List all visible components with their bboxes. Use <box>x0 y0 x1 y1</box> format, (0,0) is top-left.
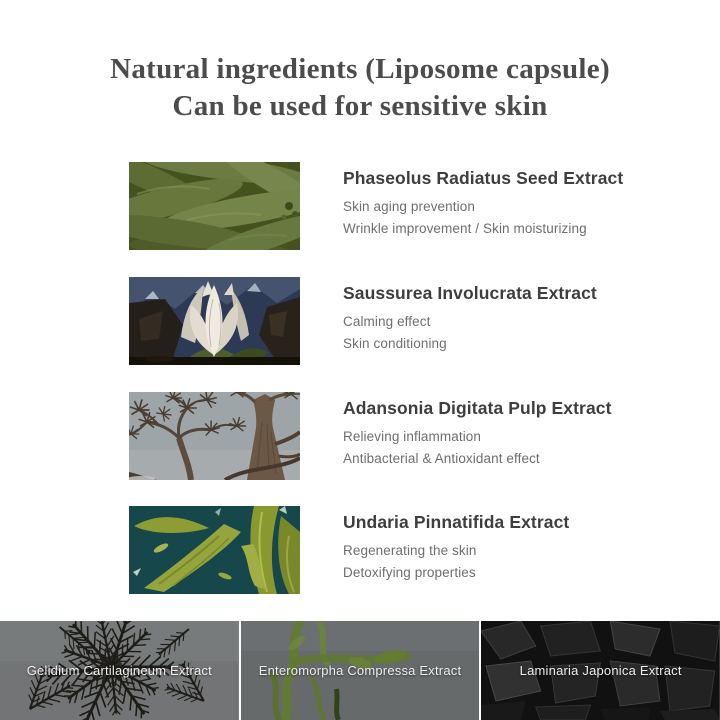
ingredient-info <box>343 397 691 469</box>
footer-extract-strip <box>0 621 720 720</box>
ingredient-row <box>129 162 691 250</box>
snow-lotus-flower-image <box>129 277 300 365</box>
page-title <box>0 51 720 125</box>
ingredient-row <box>129 506 691 594</box>
ingredient-row <box>129 392 691 480</box>
title-line-1: Natural ingredients (Liposome capsule) <box>110 53 610 85</box>
ingredient-effect: Regenerating the skin <box>343 543 477 558</box>
ingredient-effect: Antibacterial & Antioxidant effect <box>343 450 540 466</box>
footer-panel <box>241 621 480 720</box>
footer-panel <box>481 621 720 720</box>
footer-extract-label: Gelidium Cartilagineum Extract <box>26 663 212 678</box>
footer-extract-label: Laminaria Japonica Extract <box>519 663 682 678</box>
ingredient-name: Saussurea Involucrata Extract <box>343 283 597 303</box>
ingredient-effect: Calming effect <box>343 314 431 329</box>
ingredient-info <box>343 167 691 239</box>
ingredient-effect: Relieving inflammation <box>343 429 482 444</box>
baobab-trees-image <box>129 392 300 480</box>
ingredient-info <box>343 282 691 354</box>
ingredient-effect: Skin conditioning <box>343 335 447 351</box>
title-line-2: Can be used for sensitive skin <box>172 90 548 122</box>
footer-extract-label: Enteromorpha Compressa Extract <box>258 663 462 678</box>
mung-bean-pods-image <box>129 162 300 250</box>
ingredient-name: Undaria Pinnatifida Extract <box>343 512 570 532</box>
ingredient-name: Phaseolus Radiatus Seed Extract <box>343 168 624 188</box>
ingredient-effect: Detoxifying properties <box>343 564 476 580</box>
ingredient-effect: Skin aging prevention <box>343 199 475 214</box>
wakame-seaweed-image <box>129 506 300 594</box>
ingredient-effect: Wrinkle improvement / Skin moisturizing <box>343 220 587 236</box>
ingredient-info <box>343 511 691 583</box>
footer-panel <box>0 621 239 720</box>
ingredient-name: Adansonia Digitata Pulp Extract <box>343 398 612 418</box>
ingredient-row <box>129 277 691 365</box>
